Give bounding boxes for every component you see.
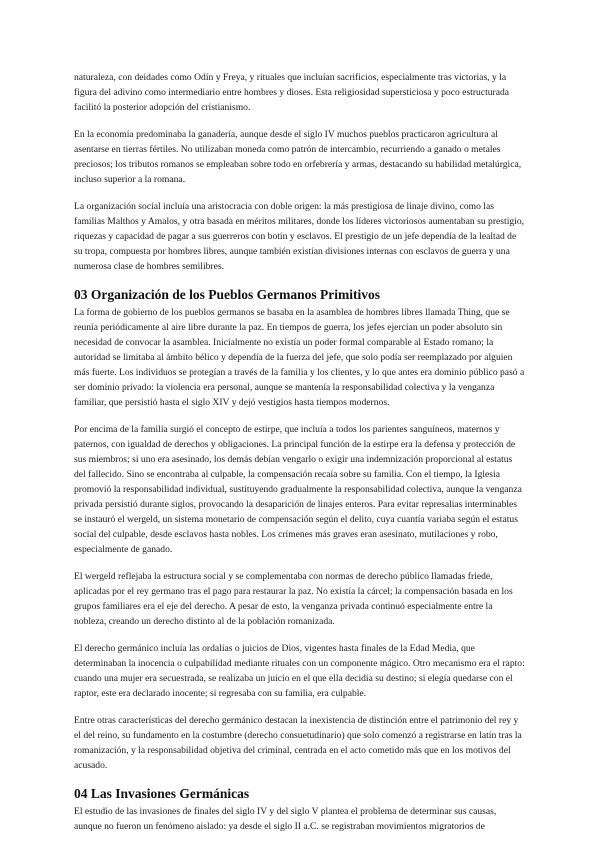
- intro-paragraph-1: naturaleza, con deidades como Odín y Freya, y rituales que incluían sacrificios, especialmente tras victorias, y la figura del adivino como intermediario entre hombres y dioses. Esta religiosidad supersticiosa y poco estructurada facilitó la posterior adopción del cristianismo.: [74, 72, 510, 113]
- section-03-paragraph-5: Entre otras características del derecho germánico destacan la inexistencia de distinción entre el patrimonio del rey y el del reino, su fundamento en la costumbre (derecho consuetudinario) que solo comenzó a registrarse en latín tras la romanización, y la responsabilidad objetiva del criminal, centrada en el acto cometido más que en los motivos del acusado.: [74, 715, 522, 771]
- section-04-heading: 04 Las Invasiones Germánicas: [74, 786, 250, 801]
- section-03-heading: 03 Organización de los Pueblos Germanos Primitivos: [74, 287, 380, 302]
- section-03-paragraph-4: El derecho germánico incluía las ordalías o juicios de Dios, vigentes hasta finales de la Edad Media, que determinaban la inocencia o culpabilidad mediante rituales con un componente mágico. Otro mecanismo era el rapto: cuando una mujer era secuestrada, se realizaba un juicio en el que ella decidía su destino; si elegía quedarse con el raptor, este era declarado inocente; si regresaba con su familia, era culpable.: [74, 643, 525, 699]
- section-03-paragraph-2: Por encima de la familia surgió el concepto de estirpe, que incluía a todos los parientes sanguíneos, maternos y paternos, con igualdad de derechos y obligaciones. La principal función de la estirpe era la defensa y protección de sus miembros; si uno era asesinado, los demás debían vengarlo o exigir una indemnización proporcional al estatus del fallecido. Sino se encontraba al culpable, la compensación recaía sobre su familia. Con el tiempo, la Iglesia promovió la responsabilidad individual, sustituyendo gradualmente la responsabilidad colectiva, aunque la venganza privada persistió durante siglos, provocando la desaparición de linajes enteros. Para evitar represalias interminables se instauró el wergeld, un sistema monetario de compensación según el delito, cuya cuantía variaba según el estatus social del culpable, desde esclavos hasta nobles. Los crímenes más graves eran asesinato, mutilaciones y robo, especialmente de ganado.: [74, 424, 522, 555]
- section-03-paragraph-3: El wergeld reflejaba la estructura social y se complementaba con normas de derecho público llamadas friede, aplicadas por el rey germano tras el pago para restaurar la paz. No existía la cárcel; la compensación basada en los grupos familiares era el eje del derecho. A pesar de esto, la venganza privada continuó especialmente entre la nobleza, creando un derecho distinto al de la población romanizada.: [74, 571, 513, 627]
- intro-paragraph-3: La organización social incluía una aristocracia con doble origen: la más prestigiosa de linaje divino, como las familias Malthos y Amalos, y otra basada en méritos militares, donde los líderes victoriosos aumentaban su prestigio, riquezas y capacidad de pagar a sus guerreros con botín y esclavos. El prestigio de un jefe dependía de la lealtad de su tropa, compuesta por hombres libres, aunque también existían divisiones internas con esclavos de guerra y una numerosa clase de hombres semilibres.: [74, 201, 525, 272]
- section-03-paragraph-1: La forma de gobierno de los pueblos germanos se basaba en la asamblea de hombres libres llamada Thing, que se reunía periódicamente al aire libre durante la paz. En tiempos de guerra, los jefes ejercían un poder absoluto sin necesidad de convocar la asamblea. Inicialmente no existía un poder formal comparable al Estado romano; la autoridad se limitaba al ámbito bélico y dependía de la fuerza del jefe, que solo podía ser reemplazado por alguien más fuerte. Los individuos se protegían a través de la familia y los clientes, y lo que antes era dominio público pasó a ser dominio privado: la violencia era personal, aunque se mantenía la responsabilidad colectiva y la venganza familiar, que persistió hasta el siglo XIV y dejó vestigios hasta tiempos modernos.: [74, 307, 525, 408]
- section-04-paragraph-1: El estudio de las invasiones de finales del siglo IV y del siglo V plantea el problema de determinar sus causas, aunque no fueron un fenómeno aislado: ya desde el siglo II a.C. se registraban movimientos migratorios de: [74, 806, 497, 832]
- intro-paragraph-2: En la economía predominaba la ganadería, aunque desde el siglo IV muchos pueblos practicaron agricultura al asentarse en tierras fértiles. No utilizaban moneda como patrón de intercambio, recurriendo a ganado o metales preciosos; los tributos romanos se empleaban sobre todo en orfebrería y armas, destacando su habilidad metalúrgica, incluso superior a la romana.: [74, 129, 522, 185]
